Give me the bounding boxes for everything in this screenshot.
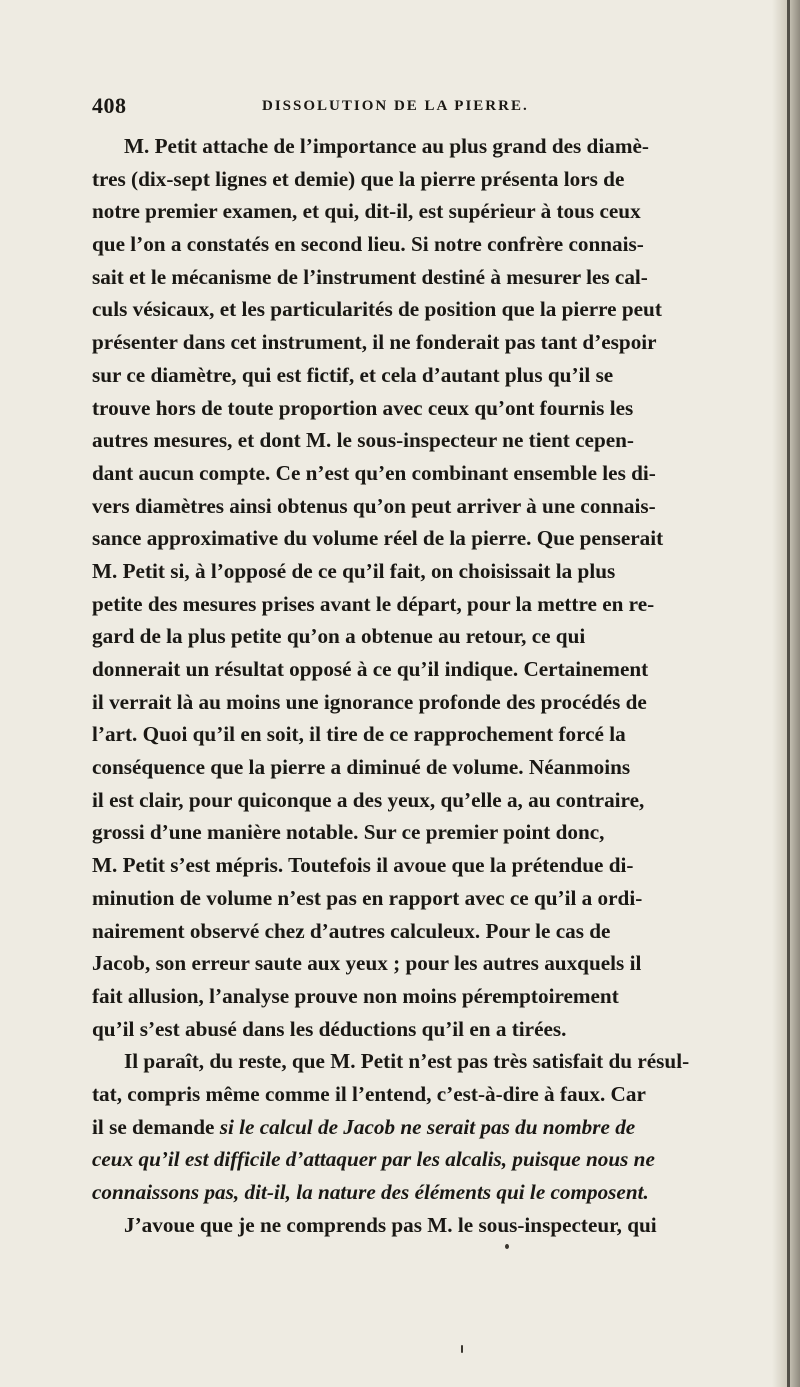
text-line: dant aucun compte. Ce n’est qu’en combinant ensemble les di- bbox=[92, 460, 656, 485]
text-line: sur ce diamètre, qui est fictif, et cela d’autant plus qu’il se bbox=[92, 362, 614, 387]
text-line: conséquence que la pierre a diminué de volume. Néanmoins bbox=[92, 755, 631, 780]
text-line: il est clair, pour quiconque a des yeux, qu’elle a, au contraire, bbox=[92, 787, 645, 812]
text-line: gard de la plus petite qu’on a obtenue au retour, ce qui bbox=[92, 624, 586, 649]
text-line: M. Petit si, à l’opposé de ce qu’il fait, on choisissait la plus bbox=[92, 558, 616, 583]
body-text bbox=[92, 130, 716, 1241]
text-line-italic: connaissons pas, dit-il, la nature des éléments qui le composent. bbox=[92, 1180, 649, 1204]
text-line: trouve hors de toute proportion avec ceux qu’ont fournis les bbox=[92, 395, 634, 420]
text-line: M. Petit attache de l’importance au plus grand des diamè- bbox=[124, 134, 649, 158]
text-line: donnerait un résultat opposé à ce qu’il indique. Certainement bbox=[92, 657, 649, 681]
page-edge-line bbox=[787, 0, 790, 1387]
ink-speck bbox=[461, 1345, 463, 1353]
text-line: tres (dix-sept lignes et demie) que la pierre présenta lors de bbox=[92, 166, 625, 191]
text-line: présenter dans cet instrument, il ne fonderait pas tant d’espoir bbox=[92, 330, 657, 355]
text-line: fait allusion, l’analyse prouve non moins péremptoirement bbox=[92, 983, 619, 1008]
running-head bbox=[92, 93, 732, 123]
text-line-mixed bbox=[92, 1111, 716, 1144]
page-edge-shadow bbox=[772, 0, 800, 1387]
text-line: autres mesures, et dont M. le sous-inspecteur ne tient cepen- bbox=[92, 428, 634, 453]
text-line: il verrait là au moins une ignorance profonde des procédés de bbox=[92, 689, 647, 714]
text-line: culs vésicaux, et les particularités de position que la pierre peut bbox=[92, 297, 662, 322]
text-line: notre premier examen, et qui, dit-il, est supérieur à tous ceux bbox=[92, 199, 641, 224]
text-line: M. Petit s’est mépris. Toutefois il avoue que la prétendue di- bbox=[92, 853, 634, 878]
text-line: qu’il s’est abusé dans les déductions qu’il en a tirées. bbox=[92, 1016, 567, 1041]
text-line: petite des mesures prises avant le départ, pour la mettre en re- bbox=[92, 591, 655, 616]
text-line-italic: ceux qu’il est difficile d’attaquer par les alcalis, puisque nous ne bbox=[92, 1147, 655, 1172]
text-line: que l’on a constatés en second lieu. Si notre confrère connais- bbox=[92, 232, 644, 257]
text-italic-run: si le calcul de Jacob ne serait pas du nombre de bbox=[219, 1114, 636, 1139]
ink-speck bbox=[505, 1244, 509, 1249]
page-number: 408 bbox=[92, 93, 127, 118]
text-line: tat, compris même comme il l’entend, c’est-à-dire à faux. Car bbox=[92, 1081, 646, 1106]
running-title: DISSOLUTION DE LA PIERRE. bbox=[262, 98, 529, 114]
text-roman-run: il se demande bbox=[92, 1114, 220, 1139]
text-line: Il paraît, du reste, que M. Petit n’est pas très satisfait du résul- bbox=[124, 1049, 690, 1074]
text-line: grossi d’une manière notable. Sur ce premier point donc, bbox=[92, 820, 605, 845]
text-line: l’art. Quoi qu’il en soit, il tire de ce rapprochement forcé la bbox=[92, 722, 626, 747]
text-line: minution de volume n’est pas en rapport avec ce qu’il a ordi- bbox=[92, 885, 643, 910]
text-line: sance approximative du volume réel de la pierre. Que penserait bbox=[92, 526, 664, 551]
text-line: vers diamètres ainsi obtenus qu’on peut arriver à une connais- bbox=[92, 493, 656, 518]
text-line: Jacob, son erreur saute aux yeux ; pour les autres auxquels il bbox=[92, 951, 642, 976]
text-line: J’avoue que je ne comprends pas M. le sous-inspecteur, qui bbox=[124, 1212, 657, 1237]
text-line: nairement observé chez d’autres calculeux. Pour le cas de bbox=[92, 918, 611, 943]
text-line: sait et le mécanisme de l’instrument destiné à mesurer les cal- bbox=[92, 264, 648, 289]
